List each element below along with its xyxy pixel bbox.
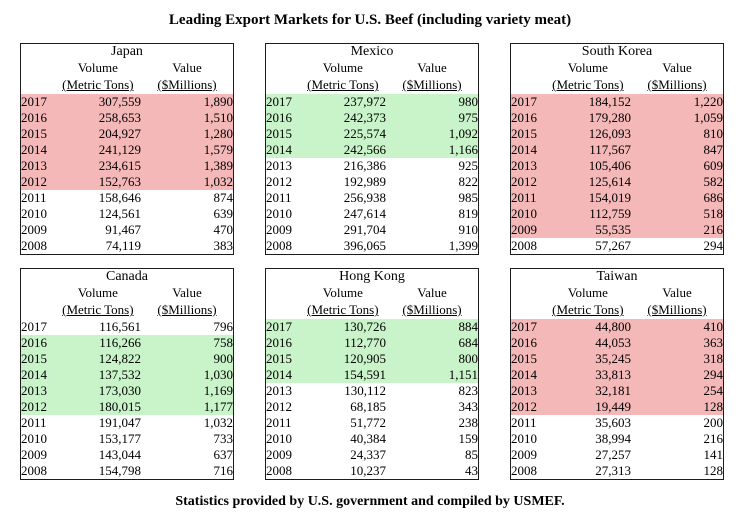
year-cell: 2011: [511, 415, 537, 430]
volume-units-header: (Metric Tons): [307, 77, 379, 92]
value-units-header: ($Millions): [647, 302, 707, 317]
table-row: [511, 383, 724, 399]
year-cell: 2012: [511, 174, 537, 189]
value-cell: 733: [213, 431, 233, 446]
value-cell: 294: [703, 367, 723, 382]
value-cell: 639: [213, 206, 233, 221]
table-row: [266, 190, 479, 206]
volume-units-header: (Metric Tons): [307, 302, 379, 317]
volume-cell: 180,015: [98, 399, 142, 414]
volume-cell: 192,989: [343, 174, 387, 189]
volume-cell: 24,337: [350, 447, 387, 462]
volume-cell: 137,532: [98, 367, 142, 382]
table-row: [21, 174, 234, 190]
value-cell: 810: [703, 126, 723, 141]
year-cell: 2012: [266, 399, 292, 414]
year-cell: 2010: [266, 206, 292, 221]
value-cell: 758: [213, 335, 233, 350]
value-cell: 1,059: [693, 110, 723, 125]
volume-cell: 44,053: [595, 335, 632, 350]
value-cell: 1,166: [448, 142, 478, 157]
year-cell: 2016: [21, 110, 47, 125]
year-cell: 2015: [21, 351, 47, 366]
year-cell: 2015: [266, 126, 292, 141]
volume-header: Volume: [567, 285, 608, 300]
table-row: [266, 335, 479, 351]
value-header: Value: [172, 60, 202, 75]
table-row: [511, 463, 724, 480]
year-header: [21, 76, 55, 94]
value-units-header: ($Millions): [647, 77, 707, 92]
volume-cell: 234,615: [98, 158, 142, 173]
year-header: [21, 301, 55, 319]
value-cell: 1,389: [203, 158, 233, 173]
value-cell: 216: [703, 431, 723, 446]
volume-cell: 396,065: [343, 238, 387, 253]
year-cell: 2008: [511, 238, 537, 253]
value-cell: 686: [703, 190, 723, 205]
volume-cell: 112,759: [589, 206, 632, 221]
table-row: [266, 415, 479, 431]
table-row: [266, 174, 479, 190]
year-cell: 2008: [266, 238, 292, 253]
volume-cell: 158,646: [98, 190, 142, 205]
table-row: [511, 399, 724, 415]
volume-cell: 291,704: [343, 222, 387, 237]
year-cell: 2014: [21, 142, 47, 157]
volume-cell: 112,770: [344, 335, 387, 350]
table-row: [266, 142, 479, 158]
table-row: [511, 238, 724, 255]
year-cell: 2013: [266, 383, 292, 398]
table-row: [511, 158, 724, 174]
year-cell: 2011: [266, 415, 292, 430]
year-cell: 2010: [511, 431, 537, 446]
year-cell: 2014: [511, 367, 537, 382]
value-cell: 85: [465, 447, 478, 462]
volume-cell: 125,614: [588, 174, 632, 189]
table-row: [21, 447, 234, 463]
volume-cell: 124,822: [98, 351, 142, 366]
volume-units-header: (Metric Tons): [552, 77, 624, 92]
volume-cell: 38,994: [595, 431, 632, 446]
volume-cell: 74,119: [105, 238, 142, 253]
year-cell: 2012: [21, 174, 47, 189]
value-cell: 43: [465, 463, 478, 478]
value-cell: 684: [458, 335, 478, 350]
table-row: [511, 142, 724, 158]
export-table-hong-kong: [265, 268, 479, 480]
year-cell: 2013: [266, 158, 292, 173]
table-row: [511, 319, 724, 335]
value-cell: 343: [458, 399, 478, 414]
value-units-header: ($Millions): [157, 302, 217, 317]
table-row: [266, 447, 479, 463]
value-cell: 1,030: [203, 367, 233, 382]
table-row: [511, 110, 724, 126]
value-cell: 1,220: [693, 94, 723, 109]
volume-cell: 154,591: [343, 367, 387, 382]
year-cell: 2012: [266, 174, 292, 189]
year-header: [266, 285, 300, 301]
year-header: [266, 301, 300, 319]
volume-cell: 116,561: [99, 319, 142, 334]
value-cell: 141: [703, 447, 723, 462]
value-cell: 1,399: [448, 238, 478, 253]
volume-cell: 117,567: [589, 142, 632, 157]
volume-cell: 116,266: [99, 335, 142, 350]
value-units-header: ($Millions): [402, 77, 462, 92]
table-row: [511, 206, 724, 222]
year-cell: 2016: [266, 335, 292, 350]
volume-cell: 256,938: [343, 190, 387, 205]
value-cell: 1,151: [448, 367, 478, 382]
year-cell: 2012: [511, 399, 537, 414]
value-cell: 1,579: [203, 142, 233, 157]
table-row: [21, 463, 234, 480]
table-row: [511, 190, 724, 206]
volume-header: Volume: [322, 60, 363, 75]
table-row: [511, 126, 724, 142]
export-table-taiwan: [510, 268, 724, 480]
year-header: [21, 60, 55, 76]
value-cell: 900: [213, 351, 233, 366]
volume-cell: 27,257: [595, 447, 632, 462]
volume-cell: 173,030: [98, 383, 142, 398]
value-header: Value: [172, 285, 202, 300]
volume-cell: 191,047: [98, 415, 142, 430]
year-cell: 2009: [266, 222, 292, 237]
volume-header: Volume: [77, 285, 118, 300]
value-cell: 884: [458, 319, 478, 334]
volume-cell: 143,044: [98, 447, 142, 462]
table-row: [21, 158, 234, 174]
volume-cell: 237,972: [343, 94, 387, 109]
year-cell: 2008: [266, 463, 292, 478]
value-cell: 1,032: [203, 415, 233, 430]
value-cell: 363: [703, 335, 723, 350]
volume-cell: 204,927: [98, 126, 142, 141]
table-row: [266, 222, 479, 238]
table-title: Canada: [106, 269, 148, 284]
value-cell: 582: [703, 174, 723, 189]
year-cell: 2012: [21, 399, 47, 414]
volume-cell: 91,467: [105, 222, 142, 237]
value-cell: 128: [703, 399, 723, 414]
table-row: [511, 94, 724, 110]
volume-cell: 19,449: [595, 399, 632, 414]
year-cell: 2010: [511, 206, 537, 221]
table-row: [266, 367, 479, 383]
volume-cell: 10,237: [350, 463, 387, 478]
volume-cell: 32,181: [595, 383, 632, 398]
year-cell: 2011: [21, 415, 47, 430]
value-cell: 128: [703, 463, 723, 478]
table-row: [266, 399, 479, 415]
volume-cell: 27,313: [595, 463, 632, 478]
value-cell: 216: [703, 222, 723, 237]
value-cell: 847: [703, 142, 723, 157]
volume-cell: 126,093: [588, 126, 632, 141]
volume-cell: 247,614: [343, 206, 387, 221]
year-cell: 2015: [511, 351, 537, 366]
year-cell: 2008: [21, 463, 47, 478]
table-row: [266, 110, 479, 126]
volume-cell: 105,406: [588, 158, 632, 173]
volume-cell: 130,726: [343, 319, 387, 334]
volume-header: Volume: [322, 285, 363, 300]
export-table-mexico: [265, 43, 479, 255]
year-cell: 2014: [266, 367, 292, 382]
year-header: [266, 60, 300, 76]
table-row: [21, 335, 234, 351]
volume-header: Volume: [77, 60, 118, 75]
volume-cell: 68,185: [350, 399, 387, 414]
value-cell: 1,177: [203, 399, 233, 414]
year-cell: 2011: [511, 190, 537, 205]
export-table-japan: [20, 43, 234, 255]
value-cell: 410: [703, 319, 723, 334]
volume-cell: 216,386: [343, 158, 387, 173]
year-cell: 2017: [21, 94, 47, 109]
value-cell: 1,280: [203, 126, 233, 141]
value-cell: 874: [213, 190, 233, 205]
value-units-header: ($Millions): [157, 77, 217, 92]
year-header: [21, 285, 55, 301]
year-cell: 2009: [266, 447, 292, 462]
volume-units-header: (Metric Tons): [62, 77, 134, 92]
table-row: [21, 190, 234, 206]
year-cell: 2013: [21, 383, 47, 398]
table-row: [21, 238, 234, 255]
value-cell: 925: [458, 158, 478, 173]
value-cell: 159: [458, 431, 478, 446]
table-row: [511, 351, 724, 367]
volume-units-header: (Metric Tons): [62, 302, 134, 317]
value-cell: 637: [213, 447, 233, 462]
value-cell: 985: [458, 190, 478, 205]
value-cell: 975: [458, 110, 478, 125]
table-row: [511, 367, 724, 383]
volume-cell: 179,280: [588, 110, 632, 125]
value-cell: 800: [458, 351, 478, 366]
value-cell: 796: [213, 319, 233, 334]
year-cell: 2013: [511, 383, 537, 398]
year-cell: 2008: [511, 463, 537, 478]
volume-cell: 40,384: [350, 431, 387, 446]
table-row: [21, 94, 234, 110]
table-row: [21, 222, 234, 238]
table-row: [266, 463, 479, 480]
table-row: [21, 415, 234, 431]
table-row: [266, 158, 479, 174]
year-cell: 2010: [21, 206, 47, 221]
year-cell: 2016: [266, 110, 292, 125]
year-cell: 2017: [266, 94, 292, 109]
year-header: [511, 285, 545, 301]
year-header: [266, 76, 300, 94]
year-cell: 2010: [21, 431, 47, 446]
table-row: [266, 351, 479, 367]
volume-cell: 241,129: [98, 142, 142, 157]
year-cell: 2017: [511, 94, 537, 109]
year-cell: 2009: [511, 222, 537, 237]
value-cell: 716: [213, 463, 233, 478]
table-title: Hong Kong: [339, 269, 405, 284]
volume-cell: 35,603: [595, 415, 632, 430]
volume-cell: 154,798: [98, 463, 142, 478]
table-row: [511, 174, 724, 190]
value-cell: 518: [703, 206, 723, 221]
year-cell: 2015: [21, 126, 47, 141]
table-row: [21, 206, 234, 222]
value-cell: 470: [213, 222, 233, 237]
value-cell: 1,092: [448, 126, 478, 141]
table-row: [266, 94, 479, 110]
table-row: [266, 126, 479, 142]
volume-cell: 242,566: [343, 142, 387, 157]
volume-cell: 33,813: [595, 367, 632, 382]
year-cell: 2009: [21, 447, 47, 462]
value-cell: 910: [458, 222, 478, 237]
table-row: [21, 399, 234, 415]
volume-cell: 57,267: [595, 238, 632, 253]
year-header: [511, 60, 545, 76]
export-table-canada: [20, 268, 234, 480]
table-row: [21, 319, 234, 335]
table-row: [511, 222, 724, 238]
value-cell: 200: [703, 415, 723, 430]
value-cell: 819: [458, 206, 478, 221]
volume-header: Volume: [567, 60, 608, 75]
year-cell: 2013: [21, 158, 47, 173]
footer-note: Statistics provided by U.S. government and compiled by USMEF.: [175, 494, 565, 509]
year-cell: 2017: [266, 319, 292, 334]
volume-cell: 153,177: [98, 431, 142, 446]
year-cell: 2016: [21, 335, 47, 350]
table-row: [21, 351, 234, 367]
year-cell: 2009: [21, 222, 47, 237]
table-row: [21, 110, 234, 126]
table-row: [266, 206, 479, 222]
volume-cell: 152,763: [98, 174, 142, 189]
value-cell: 383: [213, 238, 233, 253]
year-header: [511, 301, 545, 319]
year-cell: 2014: [511, 142, 537, 157]
year-header: [511, 76, 545, 94]
volume-units-header: (Metric Tons): [552, 302, 624, 317]
value-cell: 254: [703, 383, 723, 398]
year-cell: 2011: [266, 190, 292, 205]
value-header: Value: [417, 60, 447, 75]
table-row: [511, 415, 724, 431]
table-row: [21, 142, 234, 158]
year-cell: 2014: [21, 367, 47, 382]
volume-cell: 44,800: [595, 319, 632, 334]
table-row: [511, 335, 724, 351]
year-cell: 2014: [266, 142, 292, 157]
table-title: South Korea: [581, 44, 653, 59]
year-cell: 2017: [511, 319, 537, 334]
year-cell: 2015: [266, 351, 292, 366]
volume-cell: 225,574: [343, 126, 387, 141]
value-cell: 823: [458, 383, 478, 398]
volume-cell: 130,112: [344, 383, 387, 398]
volume-cell: 55,535: [595, 222, 632, 237]
year-cell: 2009: [511, 447, 537, 462]
value-cell: 1,510: [203, 110, 233, 125]
value-cell: 294: [703, 238, 723, 253]
table-title: Taiwan: [596, 269, 638, 284]
table-row: [21, 367, 234, 383]
value-cell: 1,032: [203, 174, 233, 189]
value-cell: 609: [703, 158, 723, 173]
export-table-south-korea: [510, 43, 724, 255]
table-row: [21, 126, 234, 142]
table-row: [511, 431, 724, 447]
table-row: [266, 431, 479, 447]
volume-cell: 35,245: [595, 351, 632, 366]
value-header: Value: [662, 60, 692, 75]
year-cell: 2013: [511, 158, 537, 173]
volume-cell: 242,373: [343, 110, 387, 125]
value-cell: 238: [458, 415, 478, 430]
year-cell: 2010: [266, 431, 292, 446]
volume-cell: 120,905: [343, 351, 387, 366]
table-row: [266, 238, 479, 255]
volume-cell: 307,559: [98, 94, 142, 109]
table-row: [266, 383, 479, 399]
volume-cell: 154,019: [588, 190, 632, 205]
year-cell: 2015: [511, 126, 537, 141]
table-row: [21, 431, 234, 447]
year-cell: 2017: [21, 319, 47, 334]
volume-cell: 184,152: [588, 94, 632, 109]
value-cell: 1,169: [203, 383, 233, 398]
volume-cell: 51,772: [350, 415, 387, 430]
volume-cell: 124,561: [98, 206, 142, 221]
table-title: Mexico: [350, 44, 394, 59]
year-cell: 2016: [511, 110, 537, 125]
year-cell: 2011: [21, 190, 47, 205]
value-cell: 1,890: [203, 94, 233, 109]
value-units-header: ($Millions): [402, 302, 462, 317]
year-cell: 2008: [21, 238, 47, 253]
page-title: Leading Export Markets for U.S. Beef (including variety meat): [168, 12, 572, 28]
tables-grid: [20, 43, 740, 480]
table-row: [511, 447, 724, 463]
value-cell: 318: [703, 351, 723, 366]
value-header: Value: [417, 285, 447, 300]
value-cell: 822: [458, 174, 478, 189]
value-header: Value: [662, 285, 692, 300]
year-cell: 2016: [511, 335, 537, 350]
value-cell: 980: [458, 94, 478, 109]
volume-cell: 258,653: [98, 110, 142, 125]
table-title: Japan: [111, 44, 143, 59]
table-row: [266, 319, 479, 335]
table-row: [21, 383, 234, 399]
